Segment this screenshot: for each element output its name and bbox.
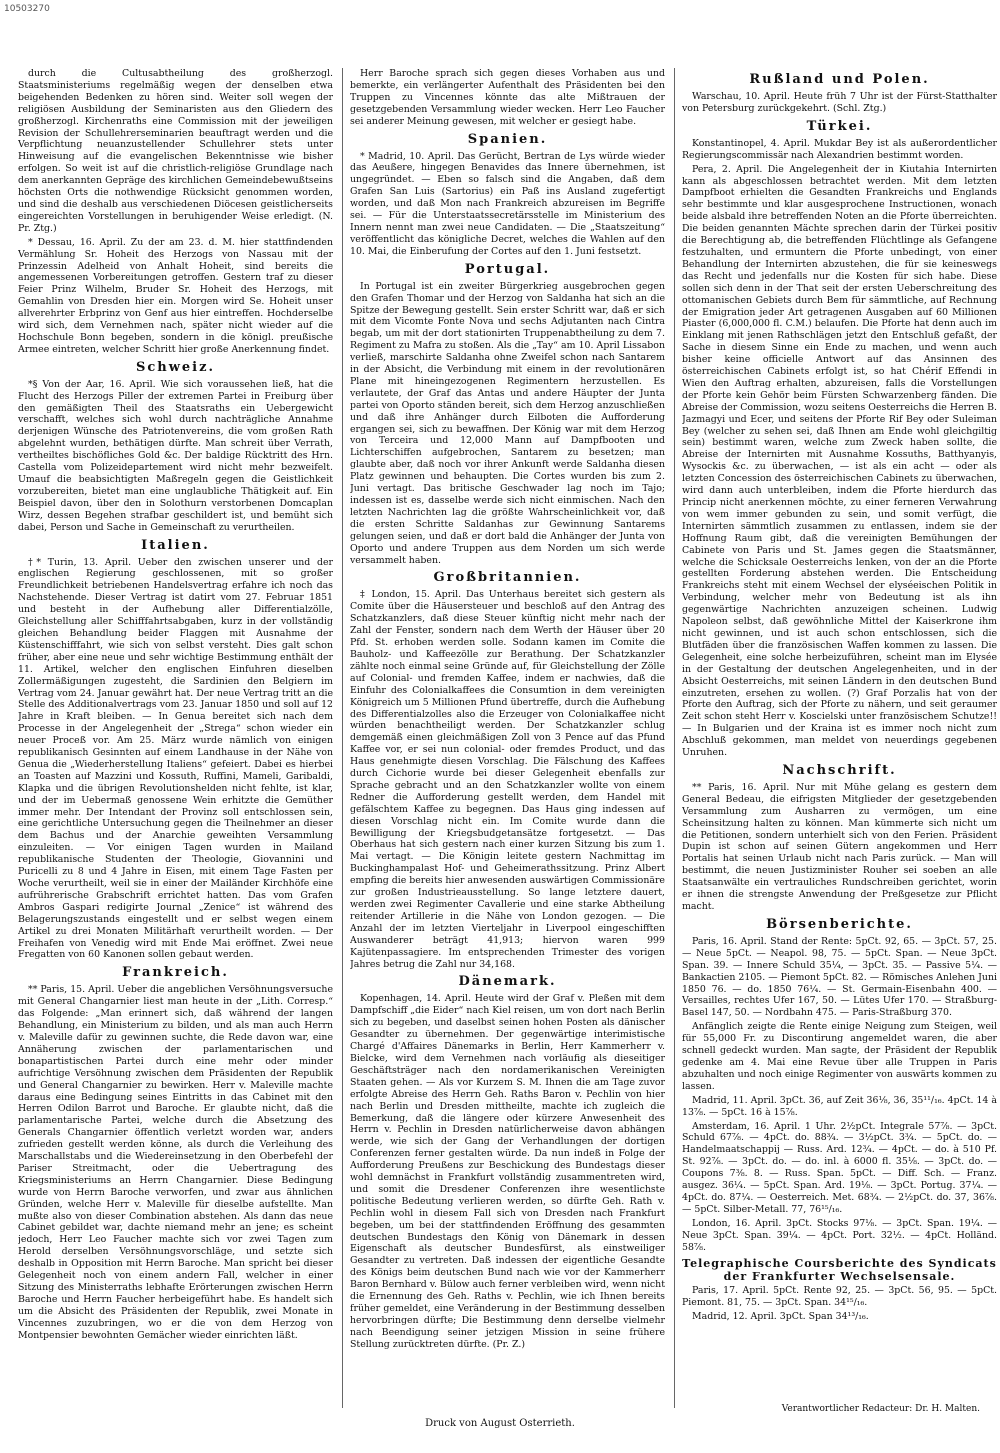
section-heading: Börsenberichte. (766, 916, 913, 932)
section-heading: Portugal. (464, 261, 551, 277)
column-divider (342, 68, 343, 1408)
column-divider (674, 68, 675, 1408)
printer-credit: Druck von August Osterrieth. (425, 1418, 575, 1429)
article-paragraph: *§ Von der Aar, 16. April. Wie sich voraussehen ließ, hat die Flucht des Herzogs Piller der extremen Partei in Freiburg über den gemäßigten Theil des Staatsraths ein Uebergewicht verschafft, welches sich wohl durch nachträgliche Annahme derjenigen Wünsche des Patriotenvereins, die vom großen Rath abgelehnt wurden, bethätigen dürfte. Man schreit über Verrath, vertheiltes bischöfliches Gold &c. Der baldige Rücktritt des Hrn. Castella vom Polizeidepartement wird nicht mehr bezweifelt. Umauf die beabsichtigten Maßregeln gegen die Geistlichkeit vorzubereiten, bietet man eine unglaubliche Thätigkeit auf. Ein Beispiel davon, über den in Solothurn verstorbenen Domcaplan Wirz, dessen Begehen strafbar geschildert ist, und bemüht sich dabei, Person und Sache in Gemeinschaft zu verurtheilen. (18, 378, 333, 533)
article-paragraph: Herr Baroche sprach sich gegen dieses Vorhaben aus und bemerkte, ein verlängerter Aufenthalt des Präsidenten bei den Truppen zu Vincennes könnte das alte Mißtrauen der gesetzgebenden Versammlung wieder wecken. Herr Leo Faucher sei anderer Meinung gewesen, mit welcher er gesiegt habe. (350, 68, 665, 127)
article-paragraph: Madrid, 11. April. 3pCt. 36, auf Zeit 36⅛, 36, 35¹¹/₁₆. 4pCt. 14 à 13⅞. — 5pCt. 16 à 15⅞. (682, 1094, 997, 1118)
section-heading: Telegraphische Coursberichte des Syndicats der Frankfurter Wechselsensale. (682, 1257, 997, 1284)
section-heading: Schweiz. (135, 359, 216, 375)
article-paragraph: Anfänglich zeigte die Rente einige Neigung zum Steigen, weil für 55,000 Fr. zu Discontirung angemeldet waren, die aber schnell gedeckt wurden. Man sagte, der Präsident der Republik gedenke am 4. Mai eine Revue über alle Truppen in Paris abzuhalten und noch einige Regimenter von auswärts kommen zu lassen. (682, 1021, 997, 1092)
article-paragraph: Pera, 2. April. Die Angelegenheit der in Kiutahia Internirten kann als abgeschlossen betrachtet werden. Mit dem letzten Dampfboot erhielten die Gesandten Frankreichs und Englands sehr bestimmte und klar ausgesprochene Instructionen, wonach beide alsbald ihre betreffenden Noten an die Pforte überreichten. Die beiden genannten Mächte sprechen darin der Türkei positiv die Berechtigung ab, die betreffenden Flüchtlinge als Gefangene festzuhalten, und ermuntern die Pforte unbedingt, von einer Behandlung der Internirten abzustehen, die für sie keineswegs das Recht und jedenfalls nur die Kosten für sich habe. Diese sollen sich denn in der That seit der ersten Ueberschreitung des ottomanischen Gebiets durch Bem für sämmtliche, auf Rechnung der Emigration jeder Art getragenen Ausgaben auf 60 Millionen Piaster (6,000,000 fl. C.M.) belaufen. Die Pforte hat denn auch im Einklang mit jenen Rathschlägen jetzt den Entschluß gefaßt, der Sache in diesem Sinne ein Ende zu machen, und wenn auch bisher keine officielle Antwort auf das Ansinnen des österreichischen Cabinets erfolgt ist, so hat Chérif Effendi in Wien den Auftrag erhalten, abzureisen, falls die Vorstellungen der Pforte kein Gehör beim Fürsten Schwarzenberg fänden. Die Abreise der Commission, wozu seitens Oesterreichs die Herren B. Jazmagyi und Ecer, und seitens der Pforte Rif Bey oder Suleiman Bey (welcher zu sehen sei, daß Ihnen am Ende wohl gleichgiltig sein) bestimmt waren, welche zum Zweck haben sollte, die Abreise der Internirten mit Ausnahme Kossuths, Batthyanyis, Wysockis &c. zu überwachen, — ist als ein acht — oder als letzten Concession des österreichischen Cabinets zu überwachen, wird dann auch unterbleiben, indem die Pforte hierdurch das Princip nicht anerkennen möchte, zu einer ferneren Verwahrung von wem immer gebunden zu sein, und somit verfügt, die Internirten sämmtlich zusammen zu entlassen, indem sie der Hoffnung Raum gibt, daß die vereinigten Bemühungen der Cabinete von Paris und St. James gegen die Staatsmänner, welche die Schicksale Oesterreichs lenken, von der an die Pforte gestellten Forderung abstehen werden. Die Entscheidung Frankreichs steht mit einem Wechsel der elyséeischen Politik in Verbindung, welcher mehr von Bedeutung ist als ihn gegenwärtige Nachrichten anzuzeigen scheinen. Ludwig Napoleon selbst, daß gewöhnliche Mittel der Kaiserkrone ihm nicht gewinnen, und ist auch schon entschlossen, sich die Blutfäden über die französischen Waffen kommen zu lassen. Die Gelegenheit, eine solche herbeizuführen, scheint man im Elysée in der Gestaltung der deutschen Angelegenheiten, und in der Absicht Oesterreichs, mit seinen Ländern in den deutschen Bund einzutreten, ersehen zu wollen. (?) Graf Porzalis hat von der Pforte den Auftrag, sich der Pforte zu nähern, und seit geraumer Zeit schon steht Herr v. Koscielski unter französischem Schutze!! — In Bulgarien und der Kraina ist es immer noch nicht zum Abschluß gekommen, man meldet von neuerdings gegebenen Unruhen. (682, 163, 997, 759)
section-heading: Italien. (141, 537, 210, 553)
section-heading: Türkei. (806, 118, 873, 134)
article-paragraph: †* Turin, 13. April. Ueber den zwischen unserer und der englischen Regierung geschlossenen, mit so großer Freundlichkeit betriebenen Handelsvertrag erfahre ich noch das Nachstehende. Dieser Vertrag ist datirt vom 27. Februar 1851 und besteht in der Aufhebung aller Differentialzölle, Gleichstellung aller Schifffahrtsabgaben, kurz in der vollständig gleichen Behandlung beider Flaggen mit Ausnahme der Küstenschifffahrt, wie sich von selbst versteht. Dies galt schon früher, aber eine neue und sehr wichtige Bestimmung enthält der 11. Artikel, welcher den englischen Einfuhren dieselben Zollermäßigungen zugesteht, die Sardinien den Belgiern im Vertrag vom 24. Januar gewährt hat. Der neue Vertrag tritt an die Stelle des Additionalvertrags vom 23. Januar 1850 und soll auf 12 Jahre in Kraft bleiben. — In Genua bereitet sich nach dem Processe in der Angelegenheit der „Strega“ schon wieder ein neuer Proceß vor. Am 25. März wurde nämlich von einigen republikanisch Gesinnten auf einem Landhause in der Nähe von Genua die „Wiederherstellung Italiens“ gefeiert. Dabei es hierbei an Toasten auf Mazzini und Kossuth, Ruffini, Mameli, Garibaldi, Klapka und die übrigen Revolutionshelden nicht fehlte, ist klar, und der im Uebermaß genossene Wein erhitzte die Gemüther immer mehr. Der Intendant der Provinz soll entschlossen sein, eine gerichtliche Untersuchung gegen die Theilnehmer an dieser dem Bachus und der Anarchie geweihten Versammlung einzuleiten. — Vor einigen Tagen wurden in Mailand republikanische Studenten der Theologie, Giovannini und Puricelli zu 8 und 4 Jahre in Eisen, mit einem Tage Fasten per Woche verurtheilt, weil sie in einer der Mailänder Kirchhöfe eine aufrührerische Grabschrift errichtet hatten. Das vom Grafen Ambros Gaspari redigirte Journal „Zenice“ ist während des Belagerungszustands eingestellt und er selbst wegen einem Artikel zu drei Monaten Militärhaft verurtheilt worden. — Der Freihafen von Venedig wird mit Ende Mai eröffnet. Zwei neue Fregatten von 60 Kanonen sollen gebaut werden. (18, 556, 333, 961)
article-paragraph: Paris, 17. April. 5pCt. Rente 92, 25. — 3pCt. 56, 95. — 5pCt. Piemont. 81, 75. — 3pCt. Span. 34¹⁵/₁₆. (682, 1285, 997, 1309)
article-paragraph: * Madrid, 10. April. Das Gerücht, Bertran de Lys würde wieder das Aeußere, hingegen Benavides das Innere übernehmen, ist ungegründet. — Eben so falsch sind die Angaben, daß dem Grafen San Luis (Sartorius) ein Paß ins Ausland zugefertigt worden, und daß Mon nach Frankreich abzureisen im Begriffe sei. — Für die Unterstaatssecretärsstelle im Ministerium des Innern nennt man zwei neue Candidaten. — Die „Staatszeitung“ veröffentlicht das königliche Decret, welches die Wahlen auf den 10. Mai, die Einberufung der Cortes auf den 1. Juni festsetzt. (350, 150, 665, 257)
page-number: 10503270 (4, 4, 50, 14)
article-paragraph: * Dessau, 16. April. Zu der am 23. d. M. hier stattfindenden Vermählung Sr. Hoheit des Herzogs von Nassau mit der Prinzessin Adelheid von Anhalt Hoheit, sind bereits die angemessenen Vorbereitungen getroffen. Gestern traf zu dieser Feier Prinz Wilhelm, Bruder Sr. Hoheit des Herzogs, mit Gemahlin von Dresden hier ein. Morgen wird Se. Hoheit unser allverehrter Erbprinz von Genf aus hier eintreffen. Hochderselbe wird sich, dem Vernehmen nach, später nicht wieder auf die Hochschule Bonn begeben, sondern in die königl. preußische Armee eintreten, welcher Schritt hier große Anerkennung findet. (18, 236, 333, 355)
article-paragraph: Amsterdam, 16. April. 1 Uhr. 2½pCt. Integrale 57⅞. — 3pCt. Schuld 67⅞. — 4pCt. do. 88¾. — 3½pCt. 3¾. — 5pCt. do. — Handelmaatschappij — Russ. Ard. 12¾. — 4pCt. — do. à 510 Pf. St. 92⅞. — 3pCt. do. — do. inl. à 6000 fl. 35⅛. — 3pCt. do. — Coupons 7⅜. 8. — Russ. Span. 5pCt. — Diff. Sch. — Franz. ausgez. 36¼. — 5pCt. Span. Ard. 19⅛. — 3pCt. Portug. 37¼. — 4pCt. do. 87¼. — Oesterreich. Met. 68¾. — 2½pCt. do. 37, 36⅞. — 5pCt. Silber-Metall. 77, 76¹⁵/₁₆. (682, 1120, 997, 1215)
column-right (682, 68, 997, 1408)
article-paragraph: Konstantinopel, 4. April. Mukdar Bey ist als außerordentlicher Regierungscommissär nach Alexandrien bestimmt worden. (682, 137, 997, 161)
article-paragraph: durch die Cultusabtheilung des großherzogl. Staatsministeriums regelmäßig wegen der denselben etwa beigehenden Bedenken zu hören sind. Weiter soll wegen der religiösen Ausbildung der Seminaristen aus den Gliedern des großherzogl. Kirchenraths eine Commission mit der jeweiligen Revision der Schullehrerseminarien beauftragt werden und die Verpflichtung neuanzustellender Schullehrer stets unter Hinweisung auf die evangelischen Bekenntnisse wie bisher erfolgen. So weit ist auf die christlich-religiöse Grundlage nach dem anerkannten Gepräge des kirchlichen Gemeindebewußtseins höchsten Orts die nothwendige Rücksicht genommen worden, und sind die deshalb aus verschiedenen Diöcesen geistlicherseits eingereichten Vorstellungen in beruhigender Weise erledigt. (N. Pr. Ztg.) (18, 68, 333, 234)
article-paragraph: Kopenhagen, 14. April. Heute wird der Graf v. Pleßen mit dem Dampfschiff „die Eider“ nach Kiel reisen, um von dort nach Berlin sich zu begeben, und daselbst seinen hohen Posten als dänischer Gesandter zu übernehmen. Der gegenwärtige interimistische Chargé d'Affaires Dänemarks in Berlin, Herr Kammerherr v. Bielcke, wird dem Vernehmen nach vorläufig als dieseitiger Geschäftsträger nach den nordamerikanischen Vereinigten Staaten gehen. — Als vor Kurzem S. M. Ihnen die am Tage zuvor erfolgte Abreise des Herrn Geh. Raths Baron v. Pechlin von hier nach Berlin und Dresden mittheilte, machte ich zugleich die Bemerkung, daß die längere oder kürzere Anwesenheit des Herrn v. Pechlin in Dresden natürlicherweise davon abhängen werde, wie sich der Gang der Verhandlungen der dortigen Conferenzen ferner gestalten würde. Da nun indeß in Folge der Aufforderung Preußens zur Beschickung des Bundestags dieser wohl demnächst in Frankfurt vollständig zusammentreten wird, und somit die Dresdener Conferenzen ihre wesentlichste politische Bedeutung verlieren werden, so dürfte Geh. Rath v. Pechlin wohl in diesem Fall sich von Dresden nach Frankfurt begeben, um bei der stattfindenden Eröffnung des gesammten deutschen Bundestags den König von Dänemark in dessen Eigenschaft als deutscher Bundesfürst, als einstweiliger Gesandter zu vertreten. Daß indessen der eigentliche Gesandte des Königs beim deutschen Bund nach wie vor der Kammerherr Baron Bernhard v. Bülow auch ferner verbleiben wird, wenn nicht die Ernennung des Geh. Raths v. Pechlin, wie ich Ihnen bereits früher gemeldet, eine Veränderung in der Bestimmung desselben hervorbringen dürfte; Die Bestimmung denn derselbe vielmehr nach Beendigung seiner jetzigen Mission in seine frühere Stellung zurücktreten dürfte. (Pr. Z.) (350, 993, 665, 1350)
article-paragraph: London, 16. April. 3pCt. Stocks 97⅛. — 3pCt. Span. 19¼. — Neue 3pCt. Span. 39¼. — 4pCt. Port. 32½. — 4pCt. Holländ. 58⅞. (682, 1217, 997, 1253)
section-heading: Frankreich. (122, 965, 229, 981)
section-heading: Großbritannien. (433, 570, 582, 586)
article-paragraph: ‡ London, 15. April. Das Unterhaus bereitet sich gestern als Comite über die Häusersteuer und beschloß auf den Antrag des Schatzkanzlers, daß diese Steuer künftig nicht mehr nach der Zahl der Fenster, sondern nach dem Werth der Häuser über 20 Pfd. St. erhoben werden solle. Sodann kamen im Comite die Bauholz- und Kaffeezölle zur Berathung. Der Schatzkanzler zählte noch einmal seine Gründe auf, für Gleichstellung der Zölle auf Colonial- und fremden Kaffee, indem er nachwies, daß die Einfuhr des Colonialkaffees die Consumtion in dem vereinigten Königreich um 5 Millionen Pfund übertreffe, durch die Aufhebung des Differentialzolles also die Erzeuger von Colonialkaffee nicht würden benachtheiligt werden. Der Schatzkanzler schlug demgemäß einen gleichmäßigen Zoll von 3 Pence auf das Pfund Kaffee vor, er sei nun colonial- oder fremdes Product, und das Haus genehmigte diesen Vorschlag. Die Fälschung des Kaffees durch Cichorie wurde bei dieser Gelegenheit ebenfalls zur Sprache gebracht und an den Schatzkanzler wollte von einem Redner die Aufforderung gestellt werden, dem Handel mit gefälschtem Kaffee zu begegnen. Das Haus ging indessen auf diesen Vorschlag nicht ein. Im Comite wurde dann die Bewilligung der Kriegsbudgetansätze fortgesetzt. — Das Oberhaus hat sich gestern nach einer kurzen Sitzung bis zum 1. Mai vertagt. — Die Königin leitete gestern Nachmittag im Buckinghampalast Hof- und Geheimerathssitzung. Prinz Albert empfing die bereits hier anwesenden auswärtigen Commissionäre zur großen Industrieausstellung. So lange letztere dauert, werden zwei Regimenter Cavallerie und eine starke Abtheilung reitender Artillerie in die Nähe von London gezogen. — Die Anzahl der im letzten Vierteljahr in Liverpool eingeschifften Auswanderer beträgt 41,913; hiervon waren 999 Kajütenpassagiere. Im entsprechenden Trimester des vorigen Jahres betrug die Zahl nur 34,168. (350, 589, 665, 970)
article-paragraph: Paris, 16. April. Stand der Rente: 5pCt. 92, 65. — 3pCt. 57, 25. — Neue 5pCt. — Neapol. 98, 75. — 5pCt. Span. — Neue 3pCt. Span. 39. — Innere Schuld 35¼, — 3pCt. 35. — Passive 5¼. — Bankactien 2105. — Piemont 5pCt. 82. — Römisches Anlehen Juni 1850 76. — do. 1850 76¼. — St. Germain-Eisenbahn 400. — Versailles, rechtes Ufer 167, 50. — Lütes Ufer 170. — Straßburg-Basel 147, 50. — Nordbahn 475. — Paris-Straßburg 370. (682, 935, 997, 1019)
article-paragraph: Madrid, 12. April. 3pCt. Span 34¹³/₁₆. (692, 1311, 869, 1323)
editor-credit: Verantwortlicher Redacteur: Dr. H. Malten. (781, 1404, 980, 1414)
section-heading: Nachschrift. (782, 762, 897, 778)
column-left (18, 68, 333, 1408)
section-heading: Rußland und Polen. (749, 72, 930, 87)
article-paragraph: ** Paris, 16. April. Nur mit Mühe gelang es gestern dem General Bedeau, die eifrigsten Mitglieder der gesetzgebenden Versammlung zum Ausharren zu vermögen, um eine Scheinsitzung halten zu können. Man kümmerte sich nicht um die Petitionen, sondern unterhielt sich von den Ferien. Präsident Dupin ist schon auf seinen Gütern angekommen und Herr Portalis hat seinen Urlaub nicht nach Paris zurück. — Man will bestimmt, die neuen Justizminister Rouher sei soeben an alle Staatsanwälte ein vertrauliches Rundschreiben gerichtet, worin er ihnen die strengste Anwendung der Preßgesetze zur Pflicht macht. (682, 781, 997, 912)
article-paragraph: ** Paris, 15. April. Ueber die angeblichen Versöhnungsversuche mit General Changarnier liest man heute in der „Lith. Corresp.“ das Folgende: „Man erinnert sich, daß während der langen Behandlung, ein Ministerium zu bilden, und als man auch Herrn v. Maleville dafür zu gewinnen suchte, die Rede davon war, eine Annäherung zwischen der parlamentarischen und bonapartistischen Partei durch eine mehr oder minder aufrichtige Versöhnung zwischen dem Präsidenten der Republik und General Changarnier zu bewirken. Herr v. Maleville machte daraus eine Bedingung seines Eintritts in das Cabinet mit den Herren Odilon Barrot und Baroche. Er glaubte nicht, daß die parlamentarische Partei, welche durch die Absetzung des Generals Changarnier öffentlich verletzt worden war, anders zufrieden gestellt werden könne, als durch die Verleihung des Marschallstabs und die Wiedereinsetzung in den Oberbefehl der Pariser Streitmacht, oder die Uebertragung des Kriegsministeriums an Herrn Changarnier. Diese Bedingung wurde von Herrn Baroche verworfen, und zwar aus ähnlichen Gründen, welche Herr v. Maleville für dieselbe aufstellte. Man mußte also von dieser Combination abstehen. Als dann das neue Cabinet gebildet war, dachte niemand mehr an jene; es scheint jedoch, Herr Leo Faucher machte sich vor zwei Tagen zum Herold derselben Versöhnungsvorschläge, und setzte sich deshalb in Opposition mit Herrn Baroche. Man spricht bei dieser Gelegenheit noch von einem andern Fall, welcher in einer Sitzung des Ministerraths lebhafte Erörterungen zwischen Herrn Baroche und Herrn Faucher herbeigeführt habe. Es handelt sich um die Absicht des Präsidenten der Republik, zwei Monate in Vincennes zuzubringen, wo er die von dem Herzog von Montpensier bewohnten Gemächer wieder einrichten läßt. (18, 984, 333, 1341)
article-paragraph: In Portugal ist ein zweiter Bürgerkrieg ausgebrochen gegen den Grafen Thomar und der Herzog von Saldanha hat sich an die Spitze der Bewegung gestellt. Sein erster Schritt war, daß er sich mit dem Vicomte Fonte Nova und sechs Adjutanten nach Cintra begab, um mit der dort stationirten Truppenabtheilung zu dem 7. Regiment zu Mafra zu stoßen. Als die „Tay“ am 10. April Lissabon verließ, marschirte Saldanha ohne Zweifel schon nach Santarem in der Absicht, die Verbindung mit einem in der revolutionären Plane mit hineingezogenen Regimentern herzustellen. Es verlautete, der Graf das Antas und andere Häupter der Junta partei von Oporto ständen bereit, sich dem Herzog anzuschließen und daß ihre Anhänger durch Eilboten die Aufforderung ergangen sei, sich zu bewaffnen. Der König war mit dem Herzog von Terceira und 12,000 Mann auf Dampfbooten und Lichterschiffen aufgebrochen, Santarem zu besetzen; man glaubte aber, daß noch vor ihrer Ankunft werde Saldanha diesen Platz gewinnen und behaupten. Die Cortes wurden bis zum 2. Juni vertagt. Das britische Geschwader lag noch im Tajo; indessen ist es, dasselbe werde sich nicht einmischen. Nach den letzten Nachrichten lag die größte Wahrscheinlichkeit vor, daß die ersten Schritte Saldanhas zur Gewinnung Santarems gelungen seien, und daß er dort bald die Anhänger der Junta von Oporto und andere Truppen aus dem Norden um sich werde versammelt haben. (350, 280, 665, 566)
section-heading: Spanien. (467, 131, 548, 147)
section-heading: Dänemark. (458, 974, 557, 990)
column-center (350, 68, 665, 1408)
article-paragraph: Warschau, 10. April. Heute früh 7 Uhr ist der Fürst-Statthalter von Petersburg zurückgekehrt. (Schl. Ztg.) (682, 91, 997, 114)
